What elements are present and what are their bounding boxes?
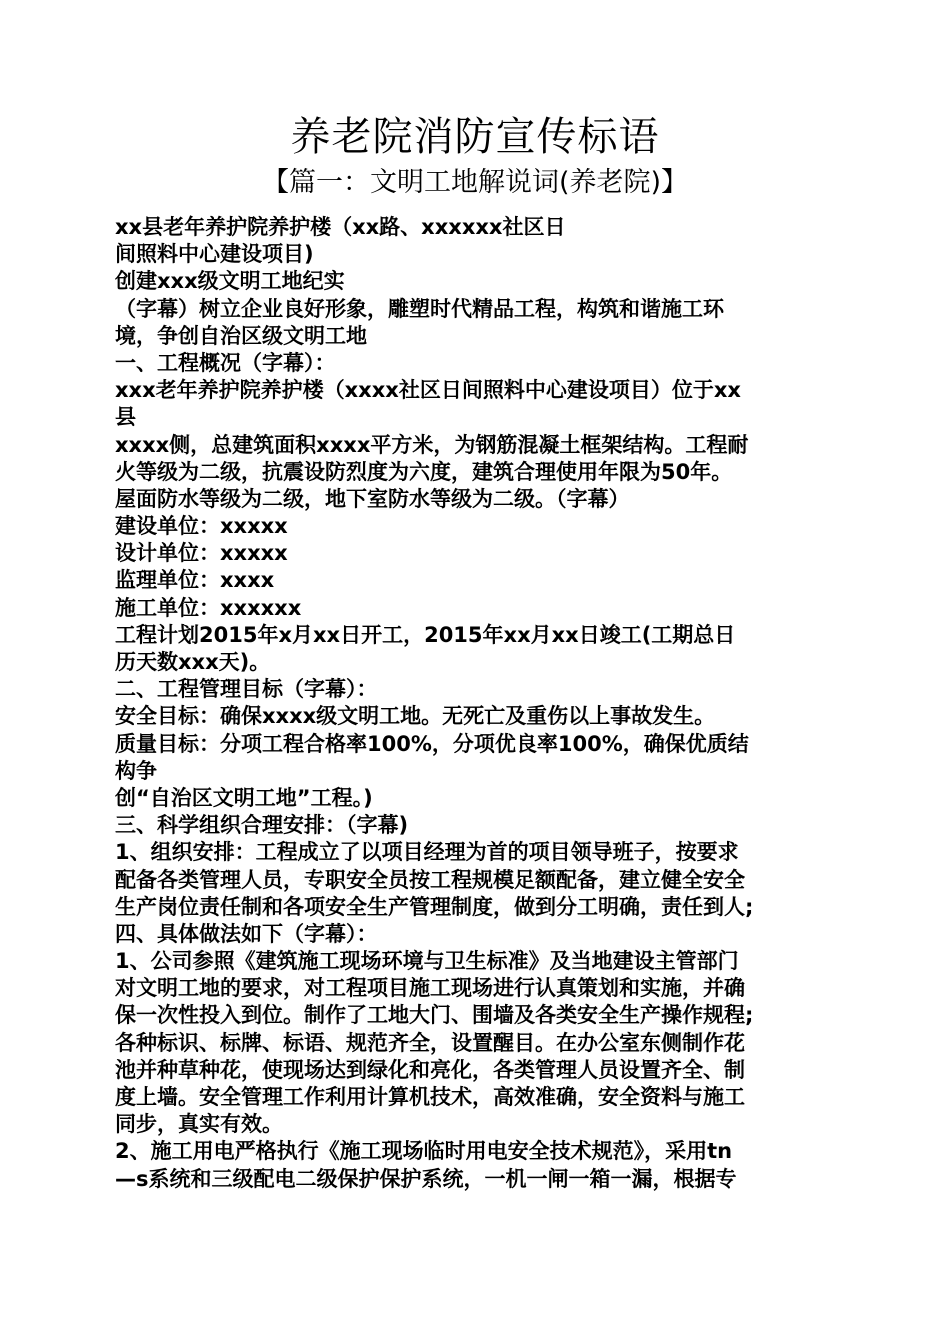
- body-line: 质量目标：分项工程合格率100%，分项优良率100%，确保优质结: [115, 731, 749, 756]
- body-line: 创建xxx级文明工地纪实: [115, 269, 345, 294]
- document-title: 养老院消防宣传标语: [290, 114, 660, 160]
- body-line: 境，争创自治区级文明工地: [115, 323, 367, 348]
- body-line: 保一次性投入到位。制作了工地大门、围墙及各类安全生产操作规程;: [115, 1003, 754, 1028]
- body-line: —s系统和三级配电二级保护保护系统，一机一闸一箱一漏，根据专: [115, 1166, 737, 1191]
- body-line: 四、具体做法如下（字幕）：: [115, 921, 378, 946]
- body-line: 二、工程管理目标（字幕）：: [115, 677, 378, 702]
- body-line: 建设单位：xxxxx: [115, 514, 288, 539]
- body-line: xxxx侧，总建筑面积xxxx平方米，为钢筋混凝土框架结构。工程耐: [115, 432, 749, 457]
- body-line: 1、组织安排：工程成立了以项目经理为首的项目领导班子，按要求: [115, 840, 739, 865]
- body-line: 安全目标：确保xxxx级文明工地。无死亡及重伤以上事故发生。: [115, 704, 716, 729]
- body-line: xxx老年养护院养护楼（xxxx社区日间照料中心建设项目）位于xx: [115, 378, 741, 403]
- body-line: 配备各类管理人员，专职安全员按工程规模足额配备，建立健全安全: [115, 867, 745, 892]
- body-line: 设计单位：xxxxx: [115, 541, 288, 566]
- body-line: 各种标识、标牌、标语、规范齐全，设置醒目。在办公室东侧制作花: [115, 1030, 745, 1055]
- body-line: 2、施工用电严格执行《施工现场临时用电安全技术规范》，采用tn: [115, 1139, 733, 1164]
- body-line: 屋面防水等级为二级，地下室防水等级为二级。（字幕）: [115, 486, 630, 511]
- body-line: 对文明工地的要求，对工程项目施工现场进行认真策划和实施，并确: [115, 976, 745, 1001]
- body-line: 池并种草种花，使现场达到绿化和亮化，各类管理人员设置齐全、制: [115, 1057, 745, 1082]
- body-line: 生产岗位责任制和各项安全生产管理制度，做到分工明确，责任到人;: [115, 894, 754, 919]
- body-line: （字幕）树立企业良好形象，雕塑时代精品工程，构筑和谐施工环: [115, 296, 724, 321]
- body-line: 县: [115, 405, 136, 430]
- body-line: 历天数xxx天)。: [115, 650, 271, 674]
- document-subtitle: 【篇一：文明工地解说词(养老院)】: [261, 167, 689, 198]
- body-line: 同步，真实有效。: [115, 1112, 283, 1137]
- body-line: 1、公司参照《建筑施工现场环境与卫生标准》及当地建设主管部门: [115, 949, 739, 974]
- body-line: xx县老年养护院养护楼（xx路、xxxxxx社区日: [115, 215, 566, 239]
- body-line: 监理单位：xxxx: [115, 568, 275, 593]
- body-line: 度上墙。安全管理工作利用计算机技术，高效准确，安全资料与施工: [115, 1085, 745, 1109]
- body-line: 间照料中心建设项目): [115, 242, 314, 267]
- body-line: 施工单位：xxxxxx: [115, 595, 302, 620]
- body-line: 火等级为二级，抗震设防烈度为六度，建筑合理使用年限为50年。: [115, 459, 733, 484]
- body-line: 工程计划2015年x月xx日开工，2015年xx月xx日竣工(工期总日: [115, 622, 736, 647]
- body-line: 三、科学组织合理安排：（字幕): [115, 813, 409, 838]
- body-line: 创“自治区文明工地”工程。): [115, 785, 373, 810]
- document-body: [115, 214, 845, 1193]
- body-line: 一、工程概况（字幕）：: [115, 350, 336, 375]
- body-line: 构争: [115, 758, 157, 783]
